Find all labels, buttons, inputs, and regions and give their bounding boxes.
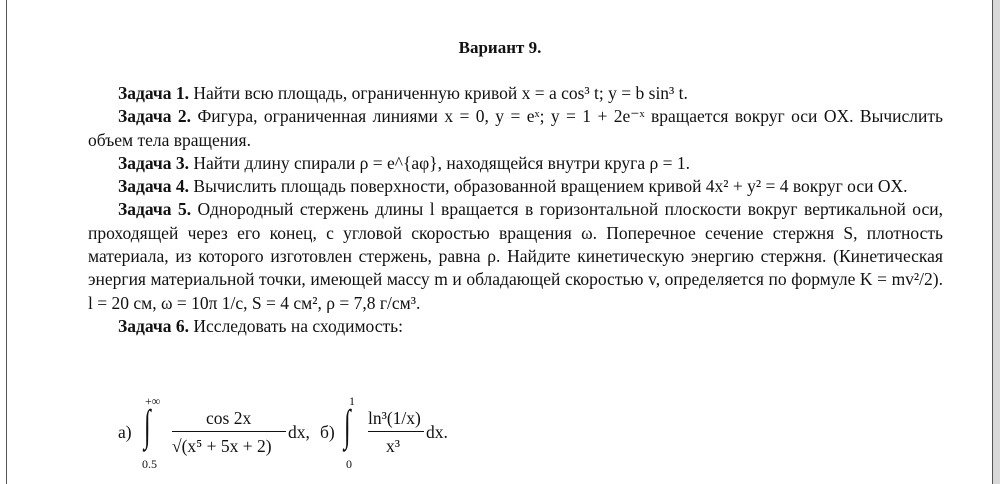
integral-a-numerator: cos 2x xyxy=(206,408,252,428)
task-label: Задача 1. xyxy=(118,83,190,103)
task-5 xyxy=(88,198,943,314)
integral-b-numerator: ln³(1/x) xyxy=(368,408,421,428)
integral-b-lower-limit: 0 xyxy=(346,457,352,471)
integral-a-dx: dx, xyxy=(288,422,310,442)
task-text: Фигура, ограниченная линиями x = 0, y = eˣ; y = 1 + 2e⁻ˣ вращается вокруг оси OX. Вычислить объем тела вращения. xyxy=(88,106,943,150)
integral-sign-a: ∫ xyxy=(144,401,151,450)
task-text: Найти всю площадь, ограниченную кривой x = a cos³ t; y = b sin³ t. xyxy=(193,83,688,103)
integral-b-fraction-bar xyxy=(368,431,424,432)
page-title: Вариант 9. xyxy=(458,38,542,57)
integral-a-fraction-bar xyxy=(172,431,286,432)
integral-b-upper-limit: 1 xyxy=(349,394,355,408)
page-shadow xyxy=(993,0,1000,484)
task-label: Задача 3. xyxy=(118,152,190,173)
integral-a-label: а) xyxy=(118,422,132,442)
task-3 xyxy=(88,152,943,175)
integral-a-lower-limit: 0.5 xyxy=(142,457,157,471)
task-text: Однородный стержень длины l вращается в горизонтальной плоскости вокруг вертикальной оси, проходящей через его конец, с угловой скоростью вращения ω. Поперечное сечение стержня S, плотность материала, из которого изготовлен стержень, равна ρ. Найдите кинетическую энергию стержня. (Кинетическая энергия материальной точки, имеющей массу m и обладающей скоростью v, определяется по формуле K = mv²/2). l = 20 см, ω = 10π 1/c, S = 4 см², ρ = 7,8 г/см³. xyxy=(88,199,943,313)
integral-a-upper-limit: +∞ xyxy=(145,394,161,408)
task-text: Исследовать на сходимость: xyxy=(193,315,403,336)
task-text: Вычислить площадь поверхности, образованной вращением кривой 4x² + y² = 4 вокруг оси OX. xyxy=(193,176,908,197)
task-label: Задача 5. xyxy=(118,199,192,220)
integral-sign-b: ∫ xyxy=(344,401,351,450)
document-body xyxy=(88,82,943,338)
integral-b-label: б) xyxy=(320,422,335,442)
task-6 xyxy=(88,315,943,338)
task-4 xyxy=(88,175,943,198)
integral-b-denominator: x³ xyxy=(386,436,400,456)
task-1 xyxy=(88,82,943,105)
page-left-border xyxy=(6,0,7,484)
integral-a-denominator: √(x⁵ + 5x + 2) xyxy=(172,436,272,456)
task-text: Найти длину спирали ρ = e^{aφ}, находящейся внутри круга ρ = 1. xyxy=(193,152,690,173)
task-label: Задача 2. xyxy=(118,106,192,127)
task-2 xyxy=(88,105,943,152)
task-label: Задача 4. xyxy=(118,176,190,197)
task-label: Задача 6. xyxy=(118,315,190,336)
integral-b-dx: dx. xyxy=(426,422,448,442)
